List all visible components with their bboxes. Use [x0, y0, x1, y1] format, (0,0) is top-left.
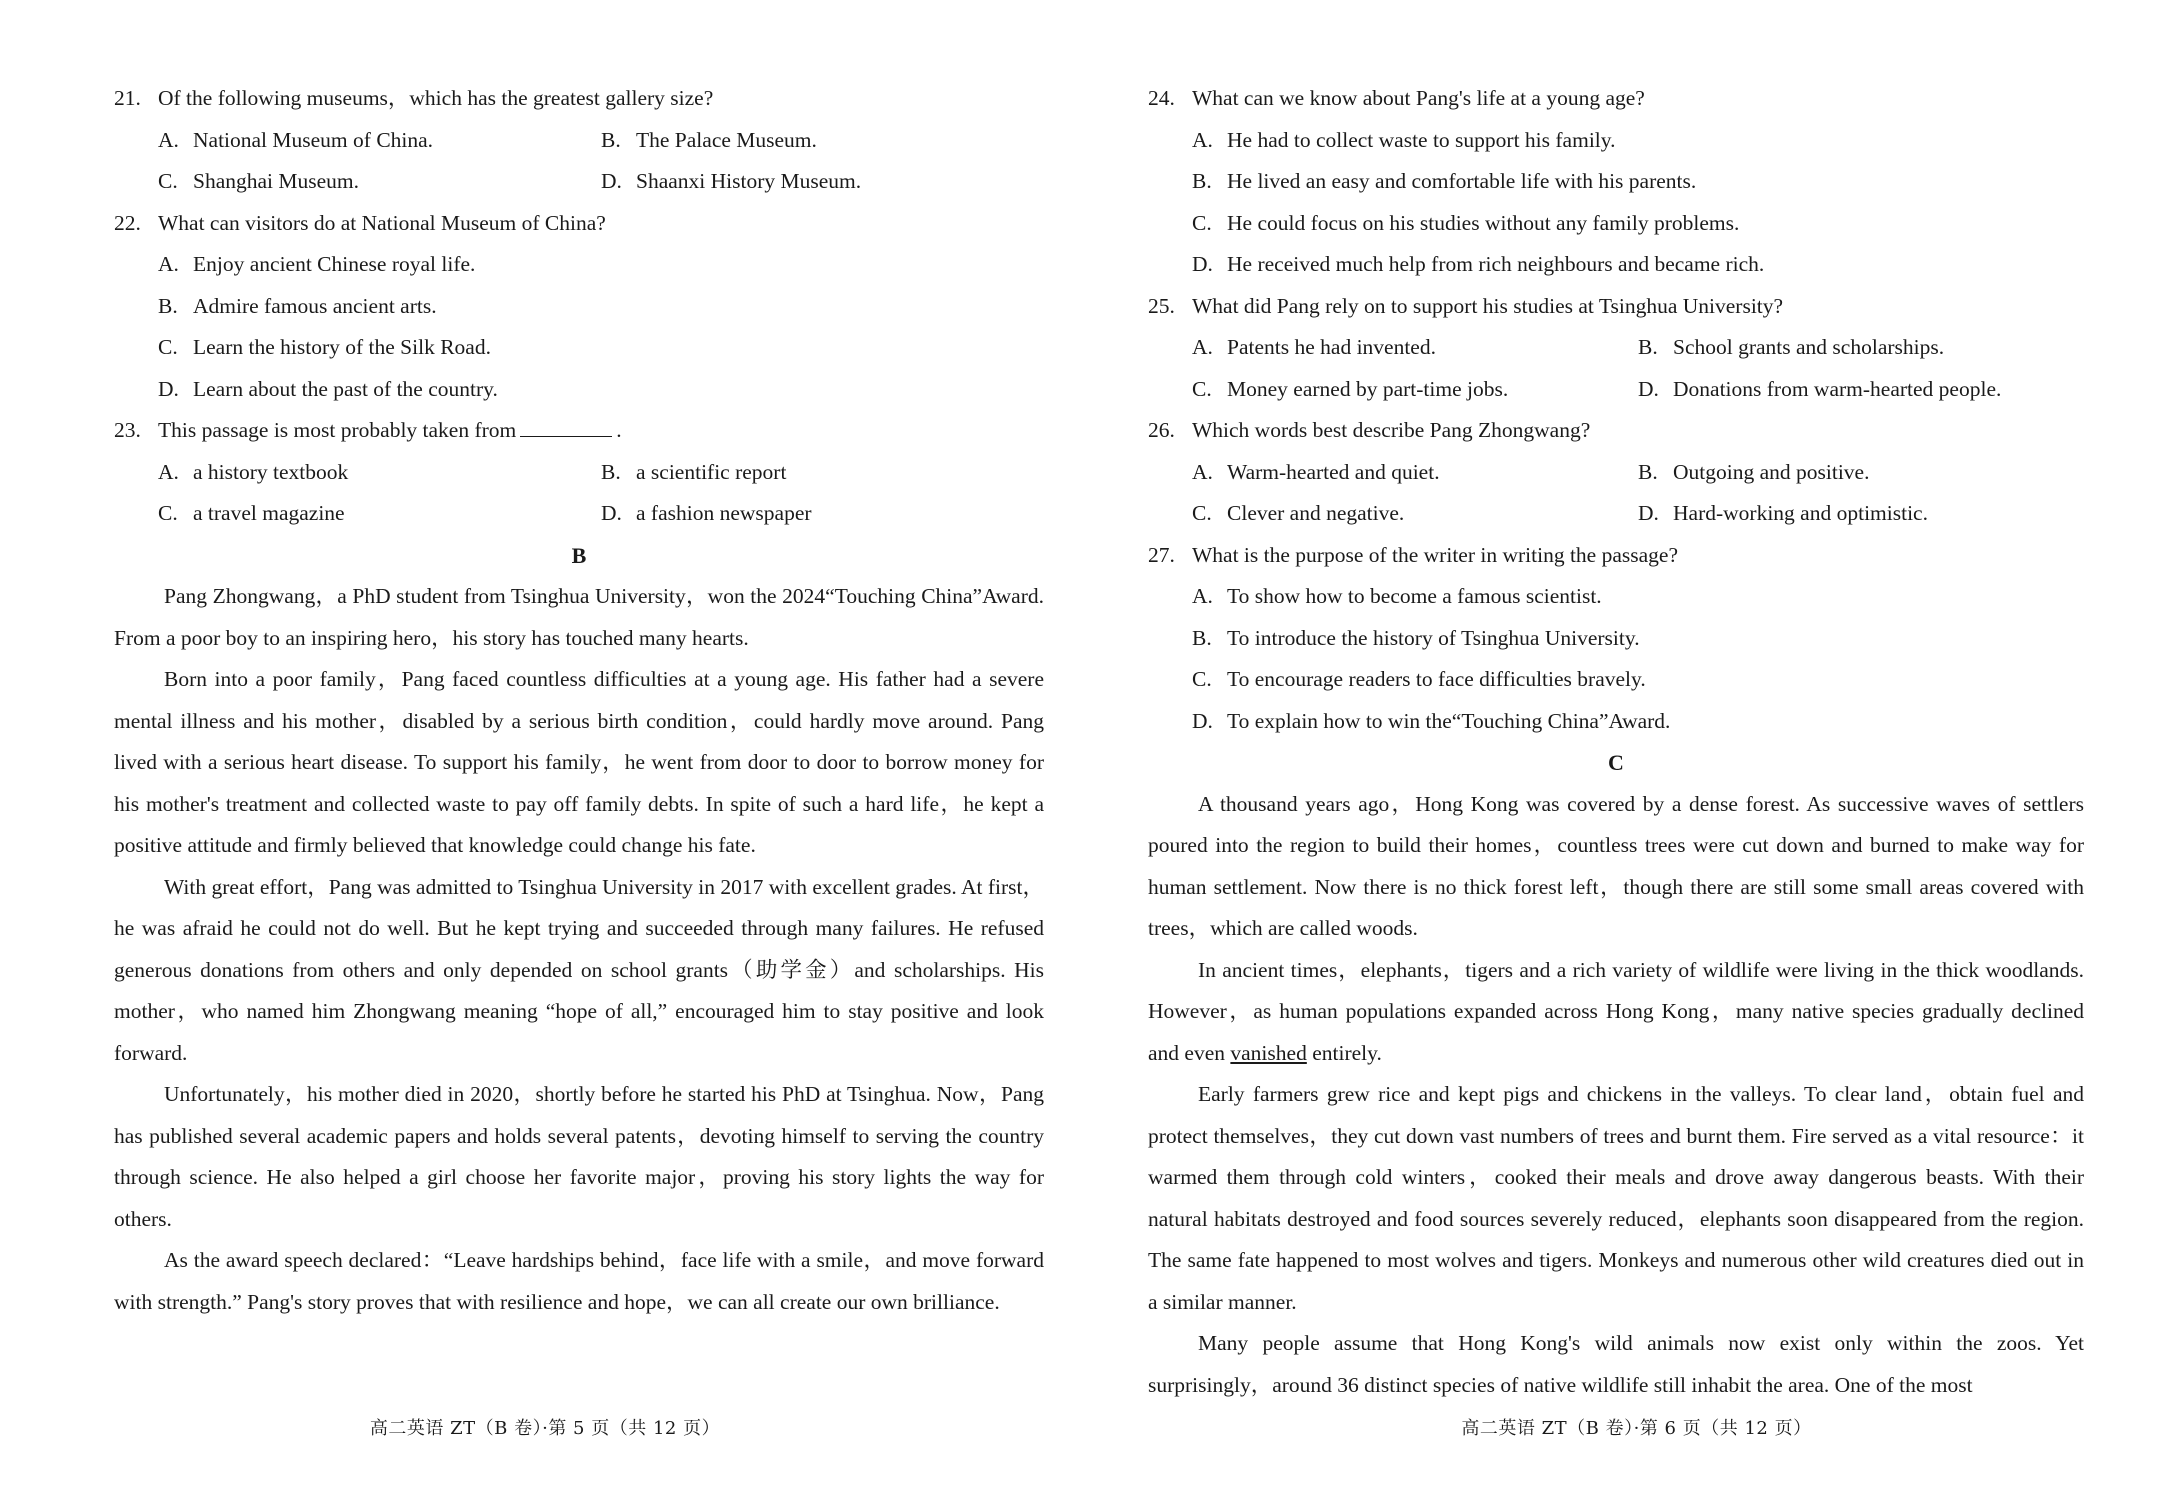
option-text: Learn about the past of the country. — [193, 376, 498, 401]
paragraph: Born into a poor family，Pang faced countless difficulties at a young age. His father had a severe mental illness and his mother，disabled by a serious birth condition，could hardly move around. Pang lived with a serious heart disease. To support his family，he went from door to door to borrow money for his mother's treatment and collected waste to pay off family debts. In spite of such a hard life，he kept a positive attitude and firmly believed that knowledge could change his fate. — [114, 667, 1044, 857]
question-number: 25. — [1148, 293, 1175, 318]
option-key: C. — [158, 335, 178, 359]
question-number: 24. — [1148, 86, 1175, 110]
option-c[interactable] — [158, 327, 1044, 369]
option-c[interactable] — [1192, 203, 2084, 245]
option-d[interactable] — [1192, 701, 2084, 743]
option-key: D. — [158, 376, 179, 401]
options-row — [158, 493, 1044, 535]
option-text: Admire famous ancient arts. — [193, 293, 437, 318]
option-key: B. — [601, 459, 621, 484]
option-key: C. — [1192, 210, 1212, 235]
paragraph-text: In ancient times，elephants，tigers and a rich variety of wildlife were living in the thick woodlands. However，as human populations expanded across Hong Kong，many native species gradually declined and even — [1148, 957, 2084, 1065]
option-text: To encourage readers to face difficulties bravely. — [1227, 667, 1646, 691]
option-b[interactable] — [601, 120, 1044, 162]
question-22 — [114, 203, 1044, 411]
option-text: Learn the history of the Silk Road. — [193, 335, 491, 359]
option-text: a history textbook — [193, 459, 349, 484]
option-b[interactable] — [1192, 161, 2084, 203]
option-a[interactable] — [1192, 576, 2084, 618]
option-text: Shaanxi History Museum. — [636, 169, 862, 193]
section-heading-c: C — [1608, 750, 1624, 775]
options-row — [158, 120, 1044, 162]
option-text: National Museum of China. — [193, 127, 434, 152]
question-stem — [114, 410, 1044, 452]
option-b[interactable] — [158, 286, 1044, 328]
option-b[interactable] — [1638, 327, 2084, 369]
option-text: Clever and negative. — [1227, 501, 1405, 525]
question-text: What can visitors do at National Museum of China? — [158, 210, 606, 235]
options-row — [1192, 327, 2084, 369]
right-column — [1148, 78, 2084, 1406]
option-text: Hard-working and optimistic. — [1673, 501, 1928, 525]
option-b[interactable] — [1192, 618, 2084, 660]
question-27 — [1148, 535, 2084, 743]
option-c[interactable] — [158, 161, 601, 203]
question-24 — [1148, 78, 2084, 286]
question-stem — [114, 203, 1044, 245]
option-text: He lived an easy and comfortable life with his parents. — [1227, 169, 1697, 193]
option-a[interactable] — [1192, 327, 1638, 369]
option-a[interactable] — [1192, 452, 1638, 494]
option-text: He received much help from rich neighbours and became rich. — [1227, 252, 1765, 276]
option-key: A. — [1192, 584, 1213, 608]
option-text: a fashion newspaper — [636, 501, 812, 525]
paragraph: As the award speech declared：“Leave hardships behind，face life with a smile，and move forward with strength.” Pang's story proves that with resilience and hope，we can all create our own brilliance. — [114, 1248, 1044, 1314]
option-key: A. — [1192, 459, 1213, 484]
option-d[interactable] — [1638, 369, 2084, 411]
option-d[interactable] — [1638, 493, 2084, 535]
question-text-end: . — [616, 418, 622, 442]
option-key: D. — [1192, 708, 1213, 733]
option-text: He could focus on his studies without any family problems. — [1227, 210, 1740, 235]
options-row — [1192, 452, 2084, 494]
option-c[interactable] — [158, 493, 601, 535]
question-text: Of the following museums，which has the greatest gallery size? — [158, 86, 714, 110]
option-c[interactable] — [1192, 369, 1638, 411]
option-c[interactable] — [1192, 493, 1638, 535]
paragraph — [1148, 950, 2084, 1075]
paragraph: Unfortunately，his mother died in 2020，shortly before he started his PhD at Tsinghua. Now，Pang has published several academic papers and holds several patents，devoting himself to serving the country through science. He also helped a girl choose her favorite major，proving his story lights the way for others. — [114, 1082, 1044, 1231]
option-text: The Palace Museum. — [636, 127, 817, 152]
option-text: To introduce the history of Tsinghua University. — [1227, 625, 1640, 650]
underlined-word: vanished — [1230, 1040, 1307, 1065]
question-stem — [1148, 286, 2084, 328]
option-text: School grants and scholarships. — [1673, 335, 1945, 359]
question-text: What is the purpose of the writer in writing the passage? — [1192, 542, 1678, 567]
option-b[interactable] — [601, 452, 1044, 494]
option-text: To show how to become a famous scientist. — [1227, 584, 1602, 608]
option-text: Warm-hearted and quiet. — [1227, 459, 1440, 484]
option-a[interactable] — [158, 452, 601, 494]
option-key: D. — [1638, 501, 1659, 525]
page-footer: 高二英语 ZT（B 卷）·第 6 页（共 12 页） — [1461, 1418, 1812, 1439]
option-b[interactable] — [1638, 452, 2084, 494]
option-text: a travel magazine — [193, 501, 345, 525]
question-number: 26. — [1148, 418, 1175, 442]
option-key: A. — [158, 252, 179, 276]
option-d[interactable] — [601, 493, 1044, 535]
option-text: Money earned by part-time jobs. — [1227, 376, 1509, 401]
paragraph: Pang Zhongwang，a PhD student from Tsinghua University，won the 2024“Touching China”Award. From a poor boy to an inspiring hero，his story has touched many hearts. — [114, 584, 1044, 650]
option-text: Enjoy ancient Chinese royal life. — [193, 252, 476, 276]
option-text: Outgoing and positive. — [1673, 459, 1870, 484]
option-a[interactable] — [158, 244, 1044, 286]
option-text: Shanghai Museum. — [193, 169, 360, 193]
question-text: What did Pang rely on to support his studies at Tsinghua University? — [1192, 293, 1784, 318]
option-key: B. — [1192, 169, 1212, 193]
options-row — [158, 161, 1044, 203]
left-page — [0, 0, 1090, 1502]
option-key: C. — [158, 169, 178, 193]
answer-blank[interactable] — [520, 412, 612, 437]
option-a[interactable] — [1192, 120, 2084, 162]
option-key: D. — [1192, 252, 1213, 276]
option-key: B. — [1192, 625, 1212, 650]
paragraph: Many people assume that Hong Kong's wild animals now exist only within the zoos. Yet surprisingly，around 36 distinct species of native wildlife still inhabit the area. One of the most — [1148, 1331, 2084, 1397]
question-stem — [114, 78, 1044, 120]
option-key: C. — [1192, 667, 1212, 691]
option-key: A. — [1192, 127, 1213, 152]
question-23 — [114, 410, 1044, 535]
paragraph: With great effort，Pang was admitted to Tsinghua University in 2017 with excellent grades. At first，he was afraid he could not do well. But he kept trying and succeeded through many failures. He refused generous donations from others and only depended on school grants（助学金）and scholarships. His mother，who named him Zhongwang meaning “hope of all,” encouraged him to stay positive and look forward. — [114, 874, 1044, 1065]
question-text: Which words best describe Pang Zhongwang? — [1192, 418, 1591, 442]
question-number: 23. — [114, 418, 141, 442]
question-stem — [1148, 410, 2084, 452]
option-key: A. — [158, 127, 179, 152]
paragraph: A thousand years ago，Hong Kong was covered by a dense forest. As successive waves of settlers poured into the region to build their homes，countless trees were cut down and burned to make way for human settlement. Now there is no thick forest left，though there are still some small areas covered with trees，which are called woods. — [1148, 791, 2084, 940]
option-key: A. — [158, 459, 179, 484]
options-row — [158, 452, 1044, 494]
paragraph-text: entirely. — [1306, 1040, 1382, 1065]
question-26 — [1148, 410, 2084, 535]
option-key: B. — [1638, 459, 1658, 484]
question-21 — [114, 78, 1044, 203]
option-key: C. — [1192, 376, 1212, 401]
option-d[interactable] — [158, 369, 1044, 411]
page-footer: 高二英语 ZT（B 卷）·第 5 页（共 12 页） — [369, 1418, 721, 1439]
option-a[interactable] — [158, 120, 601, 162]
option-key: B. — [601, 127, 621, 152]
question-stem — [1148, 535, 2084, 577]
options-row — [1192, 493, 2084, 535]
right-page — [1090, 0, 2183, 1502]
question-text: What can we know about Pang's life at a young age? — [1192, 86, 1645, 110]
option-key: B. — [158, 293, 178, 318]
passage-c — [1148, 784, 2084, 1407]
option-text: Patents he had invented. — [1227, 335, 1436, 359]
passage-b — [114, 576, 1044, 1323]
question-stem — [1148, 78, 2084, 120]
option-text: He had to collect waste to support his family. — [1227, 127, 1616, 152]
option-key: C. — [158, 501, 178, 525]
option-text: To explain how to win the“Touching China”Award. — [1227, 708, 1671, 733]
option-text: Donations from warm-hearted people. — [1673, 376, 2002, 401]
question-number: 21. — [114, 86, 141, 110]
option-key: A. — [1192, 335, 1213, 359]
option-key: C. — [1192, 501, 1212, 525]
option-key: D. — [601, 169, 622, 193]
section-heading-b: B — [571, 542, 587, 568]
question-text: This passage is most probably taken from — [158, 418, 517, 442]
option-d[interactable] — [601, 161, 1044, 203]
question-number: 22. — [114, 210, 141, 235]
option-d[interactable] — [1192, 244, 2084, 286]
option-key: D. — [1638, 376, 1659, 401]
option-key: B. — [1638, 335, 1658, 359]
option-c[interactable] — [1192, 659, 2084, 701]
options-row — [1192, 369, 2084, 411]
left-column — [114, 78, 1044, 1323]
question-number: 27. — [1148, 542, 1175, 567]
question-25 — [1148, 286, 2084, 411]
option-key: D. — [601, 501, 622, 525]
paragraph: Early farmers grew rice and kept pigs and chickens in the valleys. To clear land，obtain fuel and protect themselves，they cut down vast numbers of trees and burnt them. Fire served as a vital resource：it warmed them through cold winters，cooked their meals and drove away dangerous beasts. With their natural habitats destroyed and food sources severely reduced，elephants soon disappeared from the region. The same fate happened to most wolves and tigers. Monkeys and numerous other wild creatures died out in a similar manner. — [1148, 1082, 2084, 1314]
option-text: a scientific report — [636, 459, 787, 484]
